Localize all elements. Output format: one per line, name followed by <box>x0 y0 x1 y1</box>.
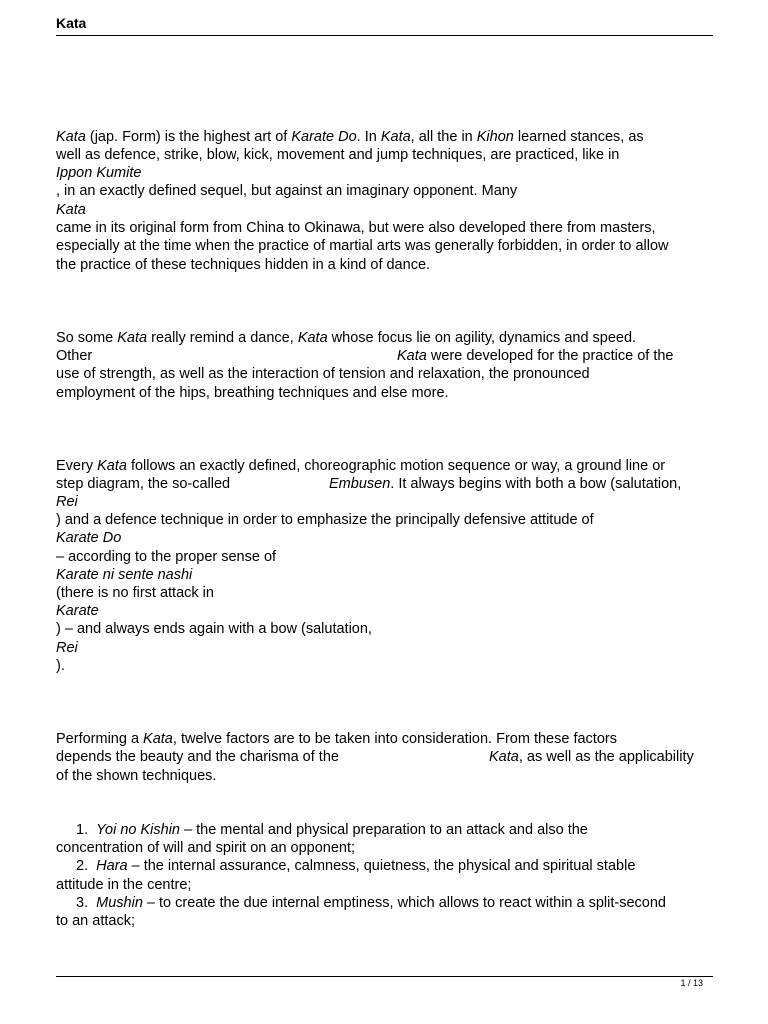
p3-line-9 <box>56 602 99 620</box>
term-kata: Kata <box>297 330 328 346</box>
page-number: 1 / 13 <box>680 978 703 988</box>
list-text: – the internal assurance, calmness, quietness, the physical and spiritual stable <box>127 858 636 874</box>
p1-line-3 <box>56 164 141 182</box>
p4-line-1 <box>56 730 617 748</box>
p3-line-11 <box>56 639 78 657</box>
p1-line-2: well as defence, strike, blow, kick, movement and jump techniques, are practiced, like in <box>56 147 620 163</box>
p3-line-3 <box>56 493 78 511</box>
text: . It always begins with both a bow (salutation, <box>390 476 682 492</box>
header-rule <box>56 35 713 36</box>
term-kata: Kata <box>380 129 411 145</box>
term-kata: Kata <box>489 749 519 765</box>
p3-line-2b <box>329 475 681 493</box>
p1-line-4: , in an exactly defined sequel, but against an imaginary opponent. Many <box>56 183 518 199</box>
list-item-3 <box>76 894 666 912</box>
term-kata: Kata <box>56 202 86 218</box>
term-karate: Karate <box>56 603 99 619</box>
term-kata: Kata <box>97 458 127 474</box>
term-ippon-kumite: Ippon Kumite <box>56 165 142 181</box>
list-number: 1. <box>76 822 89 838</box>
p2-line-4: employment of the hips, breathing techniques and else more. <box>56 385 449 401</box>
p3-line-5 <box>56 529 121 547</box>
list-text: – the mental and physical preparation to an attack and also the <box>180 822 588 838</box>
text: Performing a <box>56 731 144 747</box>
page-header-title: Kata <box>56 15 87 31</box>
p3-line-2 <box>56 475 230 493</box>
term-karate-do: Karate Do <box>291 129 357 145</box>
term-kata: Kata <box>397 348 427 364</box>
p1-line-6: came in its original form from China to Okinawa, but were also developed there from masters, <box>56 220 656 236</box>
term-kata: Kata <box>143 731 173 747</box>
text: whose focus lie on agility, dynamics and speed. <box>327 330 637 346</box>
p1-line-1 <box>56 128 644 146</box>
p4-line-2 <box>56 748 339 766</box>
text: So some <box>56 330 118 346</box>
text: , all the in <box>410 129 477 145</box>
term-kata: Kata <box>117 330 148 346</box>
text: (jap. Form) is the highest art of <box>85 129 292 145</box>
text: step diagram, the so-called <box>56 476 231 492</box>
term-karate-ni-sente-nashi: Karate ni sente nashi <box>56 567 193 583</box>
text: , twelve factors are to be taken into consideration. From these factors <box>172 731 617 747</box>
list-term: Yoi no Kishin <box>96 822 180 838</box>
p2-line-1 <box>56 329 636 347</box>
list-item-2-cont: attitude in the centre; <box>56 877 192 893</box>
term-karate-do: Karate Do <box>56 530 122 546</box>
p2-line-2 <box>56 347 92 365</box>
footer-rule <box>56 976 713 977</box>
p4-line-3: of the shown techniques. <box>56 768 217 784</box>
term-rei: Rei <box>56 640 78 656</box>
list-item-1-cont: concentration of will and spirit on an opponent; <box>56 840 356 856</box>
text: Other <box>56 348 93 364</box>
p3-line-1 <box>56 457 665 475</box>
p4-line-2b <box>489 748 694 766</box>
list-term: Mushin <box>96 895 143 911</box>
term-kata: Kata <box>56 129 86 145</box>
text: follows an exactly defined, choreographic motion sequence or way, a ground line or <box>126 458 666 474</box>
p3-line-6: – according to the proper sense of <box>56 549 277 565</box>
list-item-1 <box>76 821 588 839</box>
term-embusen: Embusen <box>329 476 391 492</box>
term-kihon: Kihon <box>476 129 514 145</box>
p1-line-8: the practice of these techniques hidden in a kind of dance. <box>56 257 431 273</box>
p3-line-12: ). <box>56 658 65 674</box>
p3-line-10: ) – and always ends again with a bow (salutation, <box>56 621 372 637</box>
list-text: – to create the due internal emptiness, which allows to react within a split-second <box>142 895 666 911</box>
list-number: 2. <box>76 858 89 874</box>
list-term: Hara <box>96 858 128 874</box>
term-rei: Rei <box>56 494 78 510</box>
text: really remind a dance, <box>147 330 298 346</box>
text: , as well as the applicability <box>518 749 694 765</box>
p1-line-7: especially at the time when the practice of martial arts was generally forbidden, in order to allow <box>56 238 669 254</box>
p3-line-8: (there is no first attack in <box>56 585 214 601</box>
p1-line-5 <box>56 201 86 219</box>
p3-line-7 <box>56 566 192 584</box>
list-item-2 <box>76 857 635 875</box>
text: were developed for the practice of the <box>426 348 674 364</box>
p2-line-3: use of strength, as well as the interaction of tension and relaxation, the pronounced <box>56 366 590 382</box>
text: . In <box>356 129 381 145</box>
list-number: 3. <box>76 895 89 911</box>
text: depends the beauty and the charisma of the <box>56 749 339 765</box>
p3-line-4: ) and a defence technique in order to emphasize the principally defensive attitude of <box>56 512 594 528</box>
p2-line-2b <box>397 347 674 365</box>
list-item-3-cont: to an attack; <box>56 913 135 929</box>
text: learned stances, as <box>513 129 644 145</box>
text: Every <box>56 458 98 474</box>
